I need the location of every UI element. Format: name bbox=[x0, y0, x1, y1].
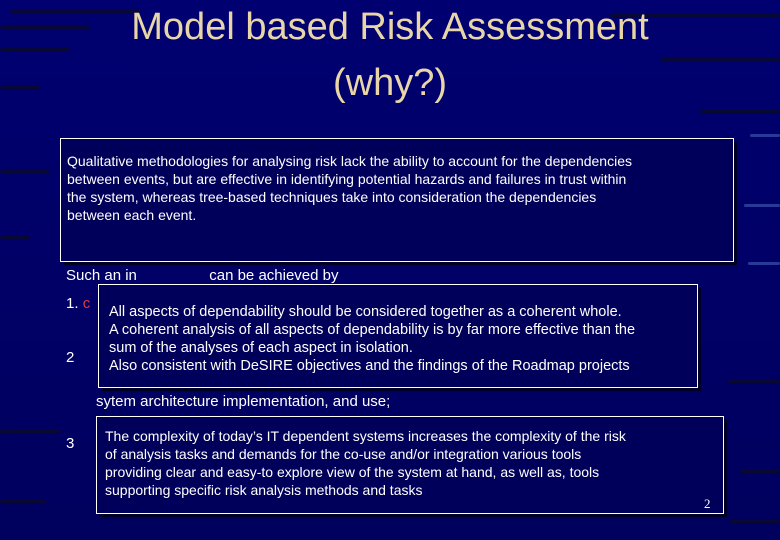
callout-line: the system, whereas tree-based techniques take into consideration the dependencies bbox=[67, 189, 597, 205]
callout-line: between events, but are effective in identifying potential hazards and failures in trust within bbox=[67, 171, 627, 187]
callout-dependability bbox=[98, 284, 698, 388]
intro-text-start: Such an in bbox=[66, 267, 137, 284]
callout-line: supporting specific risk analysis methods and tasks bbox=[105, 482, 423, 498]
slide-subtitle: (why?) bbox=[332, 62, 448, 104]
callout-line: between each event. bbox=[67, 207, 197, 223]
callout-line: A coherent analysis of all aspects of dependability is by far more effective than the bbox=[109, 322, 636, 338]
background-streak bbox=[700, 110, 780, 113]
callout-line: All aspects of dependability should be considered together as a coherent whole. bbox=[109, 304, 622, 320]
intro-text bbox=[66, 266, 339, 286]
item-1-number: 1. c bbox=[66, 295, 91, 312]
callout-line: The complexity of today’s IT dependent systems increases the complexity of the risk bbox=[105, 428, 626, 444]
callout-line: of analysis tasks and demands for the co-use and/or integration various tools bbox=[105, 446, 582, 462]
item-1-fragment: c bbox=[82, 295, 91, 312]
background-streak bbox=[744, 204, 780, 207]
callout-complexity bbox=[96, 416, 724, 514]
background-streak bbox=[0, 86, 40, 89]
background-streak bbox=[0, 430, 60, 433]
item-2-text: sytem architecture implementation, and use; bbox=[96, 393, 391, 410]
slide-title: Model based Risk Assessment bbox=[131, 6, 649, 48]
background-streak bbox=[0, 170, 50, 173]
callout-line: sum of the analyses of each aspect in isolation. bbox=[109, 340, 413, 356]
background-streak bbox=[0, 500, 46, 503]
intro-text-end: can be achieved by bbox=[209, 267, 339, 284]
callout-line: Qualitative methodologies for analysing risk lack the ability to account for the dependencies bbox=[67, 153, 632, 169]
background-streak bbox=[728, 380, 780, 383]
item-3-number: 3 bbox=[66, 435, 75, 452]
background-streak bbox=[750, 134, 780, 137]
callout-line: Also consistent with DeSIRE objectives and the findings of the Roadmap projects bbox=[109, 358, 630, 374]
background-streak bbox=[748, 262, 780, 265]
item-2-number: 2 bbox=[66, 349, 75, 366]
background-streak bbox=[0, 236, 30, 239]
callout-qualitative-methods bbox=[60, 138, 734, 262]
background-streak bbox=[730, 520, 780, 523]
callout-line: providing clear and easy-to explore view of the system at hand, as well as, tools bbox=[105, 464, 600, 480]
page-number: 2 bbox=[704, 496, 711, 511]
background-streak bbox=[740, 470, 780, 473]
